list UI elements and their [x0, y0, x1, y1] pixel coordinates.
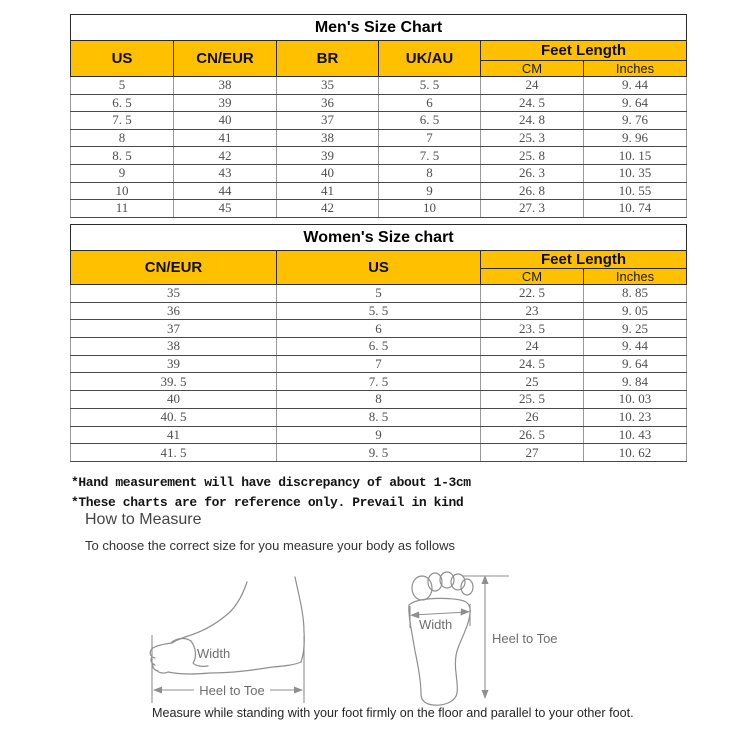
size-cell: 24. 8 [481, 112, 584, 130]
size-cell: 41. 5 [71, 444, 277, 462]
size-cell: 9 [379, 182, 481, 200]
size-cell: 9. 5 [277, 444, 481, 462]
size-cell: 38 [277, 129, 379, 147]
size-cell: 9. 44 [584, 77, 687, 95]
column-header-inches: Inches [584, 269, 687, 285]
size-cell: 42 [174, 147, 277, 165]
size-cell: 43 [174, 164, 277, 182]
size-cell: 10 [379, 200, 481, 218]
column-header-cm: CM [481, 61, 584, 77]
size-cell: 39 [174, 94, 277, 112]
size-cell: 40. 5 [71, 408, 277, 426]
size-cell: 39. 5 [71, 373, 277, 391]
footnotes [71, 473, 471, 512]
size-cell: 5 [277, 285, 481, 303]
size-cell: 6 [277, 320, 481, 338]
size-cell: 10. 43 [584, 426, 687, 444]
mens-size-table [70, 14, 687, 218]
column-header-cn-eur: CN/EUR [174, 41, 277, 77]
table-row [71, 94, 687, 112]
size-cell: 8. 5 [71, 147, 174, 165]
table-row [71, 112, 687, 130]
table-header-row [71, 251, 687, 269]
size-cell: 25. 8 [481, 147, 584, 165]
column-header-inches: Inches [584, 61, 687, 77]
size-cell: 10 [71, 182, 174, 200]
foot-sole-line [168, 662, 301, 674]
womens-size-table [70, 224, 687, 462]
foot-heel-line [295, 577, 304, 662]
size-cell: 6. 5 [379, 112, 481, 130]
size-cell: 5. 5 [379, 77, 481, 95]
size-cell: 7. 5 [71, 112, 174, 130]
table-row [71, 302, 687, 320]
column-header-us: US [71, 41, 174, 77]
table-row [71, 77, 687, 95]
column-header-us: US [277, 251, 481, 285]
width-arrow-line [413, 612, 467, 615]
size-cell: 26 [481, 408, 584, 426]
size-cell: 37 [277, 112, 379, 130]
size-cell: 9. 64 [584, 94, 687, 112]
size-cell: 8 [379, 164, 481, 182]
size-cell: 9. 76 [584, 112, 687, 130]
table-title-row [71, 225, 687, 251]
size-cell: 9. 96 [584, 129, 687, 147]
footnote-reference: *These charts are for reference only. Prevail in kind [71, 494, 464, 510]
size-cell: 40 [71, 391, 277, 409]
table-row [71, 320, 687, 338]
heel-to-toe-label: Heel to Toe [199, 683, 265, 698]
size-cell: 24 [481, 338, 584, 356]
foot-top-view-diagram [392, 553, 577, 713]
size-cell: 25 [481, 373, 584, 391]
width-label: Width [197, 646, 231, 661]
table-row [71, 164, 687, 182]
foot-toes [150, 643, 172, 673]
measuring-instruction: Measure while standing with your foot firmly on the floor and parallel to your other foot. [152, 706, 634, 720]
column-header-feet-length: Feet Length [481, 41, 687, 61]
size-cell: 44 [174, 182, 277, 200]
size-cell: 22. 5 [481, 285, 584, 303]
size-cell: 8 [71, 129, 174, 147]
big-toe [412, 576, 432, 600]
size-cell: 5 [71, 77, 174, 95]
size-cell: 37 [71, 320, 277, 338]
size-cell: 36 [71, 302, 277, 320]
size-cell: 25. 5 [481, 391, 584, 409]
size-cell: 10. 03 [584, 391, 687, 409]
size-cell: 27. 3 [481, 200, 584, 218]
table-row [71, 444, 687, 462]
how-to-measure-title: How to Measure [85, 511, 202, 528]
size-cell: 10. 74 [584, 200, 687, 218]
column-header-uk-au: UK/AU [379, 41, 481, 77]
table-row [71, 182, 687, 200]
size-cell: 35 [277, 77, 379, 95]
how-to-measure-subtitle: To choose the correct size for you measure your body as follows [85, 538, 455, 553]
size-cell: 23. 5 [481, 320, 584, 338]
size-cell: 26. 8 [481, 182, 584, 200]
table-row [71, 426, 687, 444]
size-cell: 6 [379, 94, 481, 112]
size-cell: 10. 55 [584, 182, 687, 200]
table-row [71, 338, 687, 356]
size-cell: 27 [481, 444, 584, 462]
table-row [71, 285, 687, 303]
arrow-left-icon [153, 687, 162, 694]
size-cell: 7. 5 [277, 373, 481, 391]
size-cell: 6. 5 [277, 338, 481, 356]
size-cell: 42 [277, 200, 379, 218]
size-cell: 6. 5 [71, 94, 174, 112]
size-cell: 9. 44 [584, 338, 687, 356]
table-row [71, 408, 687, 426]
size-cell: 41 [174, 129, 277, 147]
table-row [71, 355, 687, 373]
column-header-br: BR [277, 41, 379, 77]
table-title-row [71, 15, 687, 41]
heel-to-toe-label: Heel to Toe [492, 631, 558, 646]
size-cell: 26. 3 [481, 164, 584, 182]
size-cell: 35 [71, 285, 277, 303]
size-cell: 11 [71, 200, 174, 218]
size-cell: 41 [277, 182, 379, 200]
size-cell: 5. 5 [277, 302, 481, 320]
size-cell: 41 [71, 426, 277, 444]
size-cell: 10. 35 [584, 164, 687, 182]
size-cell: 9. 05 [584, 302, 687, 320]
womens-table-title: Women's Size chart [71, 225, 687, 251]
size-cell: 24 [481, 77, 584, 95]
size-cell: 40 [277, 164, 379, 182]
arrow-right-icon [461, 609, 470, 616]
size-cell: 45 [174, 200, 277, 218]
size-cell: 23 [481, 302, 584, 320]
size-cell: 40 [174, 112, 277, 130]
size-cell: 7. 5 [379, 147, 481, 165]
size-cell: 9. 64 [584, 355, 687, 373]
column-header-feet-length: Feet Length [481, 251, 687, 269]
foot-outline [172, 582, 247, 643]
size-cell: 38 [174, 77, 277, 95]
size-cell: 7 [379, 129, 481, 147]
size-cell: 26. 5 [481, 426, 584, 444]
mens-table-title: Men's Size Chart [71, 15, 687, 41]
size-cell: 8. 5 [277, 408, 481, 426]
size-cell: 8 [277, 391, 481, 409]
size-cell: 10. 15 [584, 147, 687, 165]
size-cell: 24. 5 [481, 94, 584, 112]
size-cell: 9. 25 [584, 320, 687, 338]
footnote-discrepancy: *Hand measurement will have discrepancy of about 1-3cm [71, 475, 471, 490]
size-cell: 38 [71, 338, 277, 356]
foot-side-view-diagram [138, 556, 353, 708]
size-cell: 10. 23 [584, 408, 687, 426]
size-cell: 39 [71, 355, 277, 373]
size-cell: 24. 5 [481, 355, 584, 373]
size-cell: 39 [277, 147, 379, 165]
arrow-right-icon [294, 687, 303, 694]
table-row [71, 391, 687, 409]
size-cell: 7 [277, 355, 481, 373]
column-header-cm: CM [481, 269, 584, 285]
table-row [71, 147, 687, 165]
table-header-row [71, 41, 687, 61]
size-cell: 25. 3 [481, 129, 584, 147]
size-cell: 36 [277, 94, 379, 112]
arrow-down-icon [482, 690, 489, 699]
width-label: Width [419, 617, 453, 632]
column-header-cn-eur: CN/EUR [71, 251, 277, 285]
size-cell: 8. 85 [584, 285, 687, 303]
arrow-left-icon [410, 612, 419, 619]
size-cell: 9. 84 [584, 373, 687, 391]
table-row [71, 373, 687, 391]
size-cell: 9 [277, 426, 481, 444]
table-row [71, 200, 687, 218]
table-row [71, 129, 687, 147]
size-cell: 9 [71, 164, 174, 182]
size-cell: 10. 62 [584, 444, 687, 462]
